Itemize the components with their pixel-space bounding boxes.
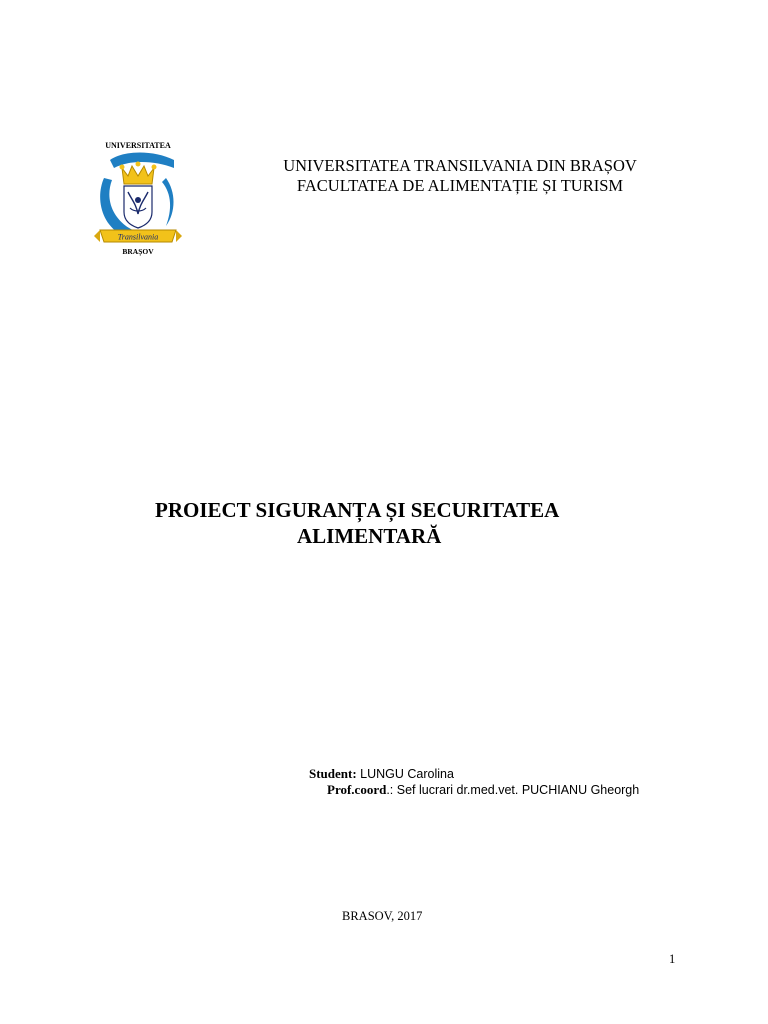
coordinator-name: Sef lucrari dr.med.vet. PUCHIANU Gheorgh — [396, 783, 640, 797]
student-name: LUNGU Carolina — [360, 767, 454, 781]
coordinator-label: Prof.coord — [327, 782, 387, 797]
page-number: 1 — [669, 952, 676, 966]
institution-header — [200, 156, 720, 196]
credits-block — [309, 766, 639, 798]
coordinator-row — [327, 782, 639, 798]
coordinator-separator: .: — [386, 783, 394, 797]
project-title-line-2: ALIMENTARĂ — [297, 524, 442, 548]
university-logo — [92, 138, 184, 258]
university-crest-icon — [92, 138, 184, 258]
city-year: BRASOV, 2017 — [342, 909, 423, 923]
logo-top-text: UNIVERSITATEA — [105, 141, 171, 150]
logo-banner-text: Transilvania — [117, 232, 159, 242]
faculty-name: FACULTATEA DE ALIMENTAȚIE ȘI TURISM — [296, 176, 624, 195]
university-name: UNIVERSITATEA TRANSILVANIA DIN BRAȘOV — [283, 156, 637, 175]
student-label: Student: — [309, 766, 357, 781]
project-title-line-1: PROIECT SIGURANȚA ȘI SECURITATEA — [155, 498, 560, 522]
logo-bottom-text: BRAȘOV — [122, 247, 154, 256]
student-row — [309, 766, 639, 782]
